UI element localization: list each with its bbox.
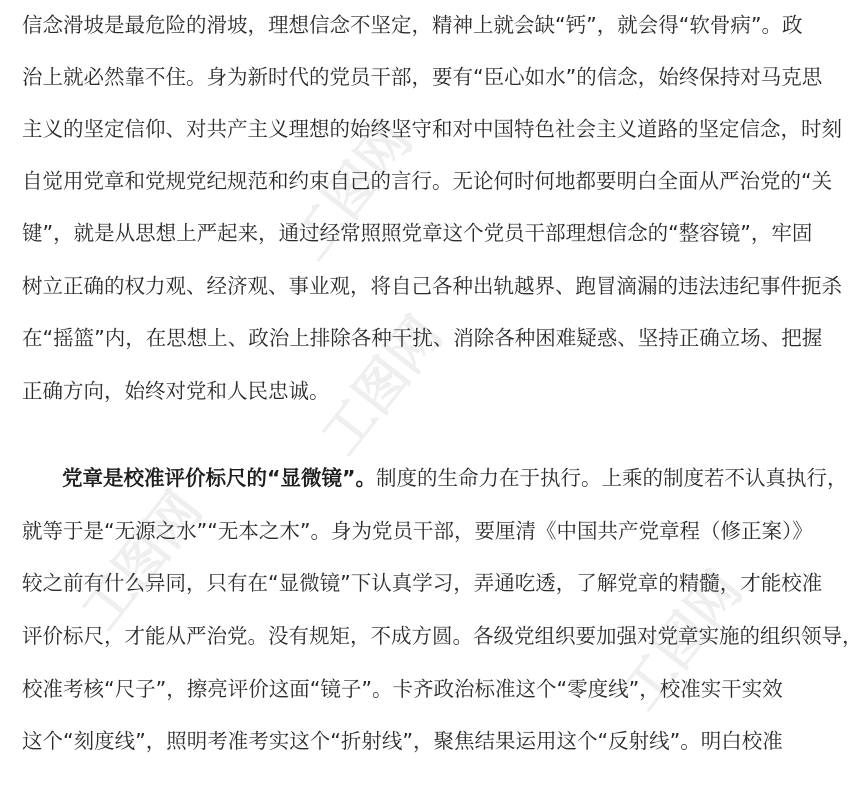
watermark: 工图网	[610, 560, 755, 721]
paragraph-2-line-6: 这个“刻度线”，照明考准考实这个“折射线”，聚焦结果运用这个“反射线”。明白校准	[22, 729, 783, 753]
paragraph-1-line-4: 自觉用党章和党规党纪规范和约束自己的言行。无论何时何地都要明白全面从严治党的“关	[22, 169, 833, 193]
watermark: 工图网	[310, 305, 455, 466]
paragraph-1-line-3: 主义的坚定信仰、对共产主义理想的始终坚守和对中国特色社会主义道路的坚定信念，时刻	[22, 117, 842, 141]
paragraph-1-line-2: 治上就必然靠不住。身为新时代的党员干部，要有“臣心如水”的信念，始终保持对马克思	[22, 65, 823, 89]
paragraph-2-line-3: 较之前有什么异同，只有在“显微镜”下认真学习，弄通吃透，了解党章的精髓，才能校准	[22, 571, 823, 595]
paragraph-1-line-6: 树立正确的权力观、经济观、事业观，将自己各种出轨越界、跑冒滴漏的违法违纪事件扼杀	[22, 274, 842, 298]
paragraph-2-line-5: 校准考核“尺子”，擦亮评价这面“镜子”。卡齐政治标准这个“零度线”，校准实干实效	[22, 677, 783, 701]
paragraph-2-heading: 党章是校准评价标尺的“显微镜”。	[62, 466, 376, 490]
paragraph-2-line-1	[62, 453, 848, 503]
paragraph-1-line-1: 信念滑坡是最危险的滑坡，理想信念不坚定，精神上就会缺“钙”，就会得“软骨病”。政	[22, 13, 803, 37]
paragraph-1-line-8: 正确方向，始终对党和人民忠诚。	[22, 379, 330, 403]
paragraph-2-line-1-text: 制度的生命力在于执行。上乘的制度若不认真执行，	[375, 466, 848, 490]
paragraph-2-line-2: 就等于是“无源之水”“无本之木”。身为党员干部，要厘清《中国共产党章程（修正案）》	[22, 519, 813, 543]
paragraph-2-line-4: 评价标尺，才能从严治党。没有规矩，不成方圆。各级党组织要加强对党章实施的组织领导，	[22, 624, 863, 648]
paragraph-1-line-7: 在“摇篮”内，在思想上、政治上排除各种干扰、消除各种困难疑惑、坚持正确立场、把握	[22, 326, 823, 350]
paragraph-1-line-5: 键”，就是从思想上严起来，通过经常照照党章这个党员干部理想信念的“整容镜”，牢固	[22, 221, 813, 245]
watermark: 工图网	[280, 110, 425, 271]
watermark: 工图网	[70, 480, 215, 641]
